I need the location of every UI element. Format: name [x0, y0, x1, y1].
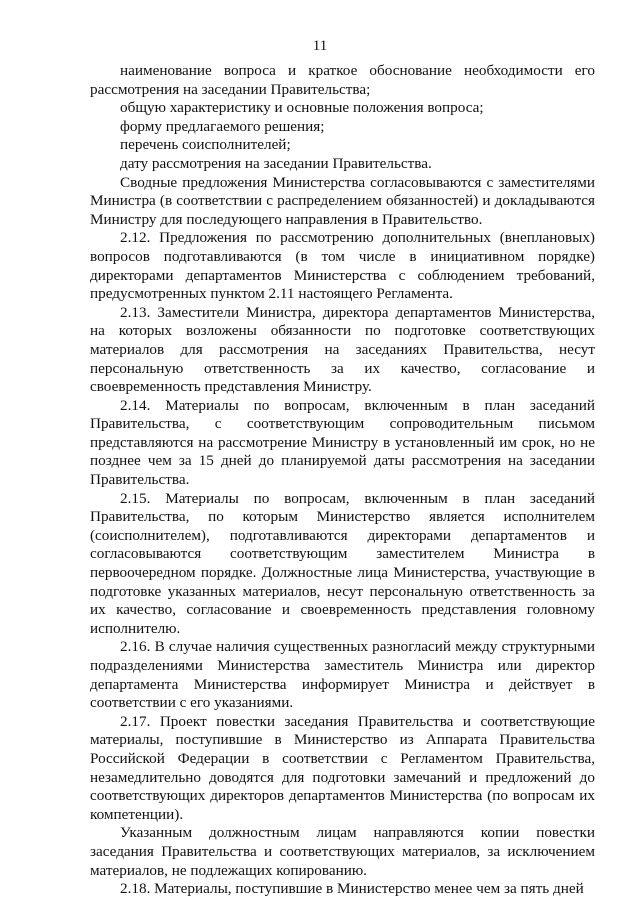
- paragraph-2-18: 2.18. Материалы, поступившие в Министерство менее чем за пять дней: [120, 880, 584, 898]
- paragraph-2-13: 2.13. Заместители Министра, директора департаментов Министерства, на которых возложены обязанности по подготовке соответствующих материалов для рассмотрения на заседаниях Правительства, несут персональную ответственность за их качество, согласование и своевременность представления Министру.: [90, 303, 595, 396]
- paragraph-2-14: 2.14. Материалы по вопросам, включенным в план заседаний Правительства, с соответствующим сопроводительным письмом представляются на рассмотрение Министру в установленный им срок, но не позднее чем за 15 дней до планируемой даты рассмотрения на заседании Правительства.: [90, 396, 595, 489]
- paragraph-2-16: 2.16. В случае наличия существенных разногласий между структурными подразделениями Министерства заместитель Министра или директор департамента Министерства информирует Министра и действует в соответствии с его указаниями.: [90, 638, 595, 712]
- paragraph-2-17: 2.17. Проект повестки заседания Правительства и соответствующие материалы, поступившие в Министерство из Аппарата Правительства Российской Федерации в соответствии с Регламентом Правительства, незамедлительно доводятся для подготовки замечаний и предложений до соответствующих директоров департаментов Министерства (по вопросам их компетенции).: [90, 712, 595, 823]
- page-number: 11: [312, 38, 328, 54]
- paragraph-2-15: 2.15. Материалы по вопросам, включенным в план заседаний Правительства, по которым Министерство является исполнителем (соисполнителем), подготавливаются директорами департаментов и согласовываются соответствующим заместителем Министра в первоочередном порядке. Должностные лица Министерства, участвующие в подготовке указанных материалов, несут персональную ответственность за их качество, согласование и своевременность представления головному исполнителю.: [90, 489, 595, 637]
- paragraph-consolidated-proposals: Сводные предложения Министерства согласовываются с заместителями Министра (в соответствии с распределением обязанностей) и докладываются Министру для последующего направления в Правительство.: [90, 173, 595, 228]
- paragraph-decision-form: форму предлагаемого решения;: [120, 117, 325, 135]
- document-body: [90, 62, 595, 899]
- paragraph-copies-sent: Указанным должностным лицам направляются копии повестки заседания Правительства и соответствующих материалов, за исключением материалов, не подлежащих копированию.: [90, 824, 595, 879]
- paragraph-review-date: дату рассмотрения на заседании Правительства.: [120, 154, 432, 172]
- paragraph-2-12: 2.12. Предложения по рассмотрению дополнительных (внеплановых) вопросов подготавливаются (в том числе в инициативном порядке) директорами департаментов Министерства с соблюдением требований, предусмотренных пунктом 2.11 настоящего Регламента.: [90, 229, 595, 303]
- paragraph-co-executors: перечень соисполнителей;: [120, 136, 291, 154]
- paragraph-question-name: наименование вопроса и краткое обоснование необходимости его рассмотрения на заседании Правительства;: [90, 62, 595, 98]
- paragraph-general-characteristics: общую характеристику и основные положения вопроса;: [120, 99, 484, 117]
